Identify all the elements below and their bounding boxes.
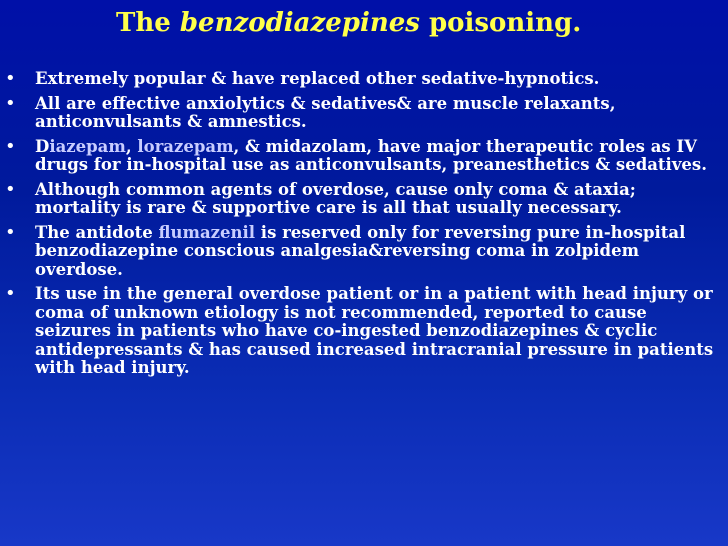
drug-name-flumazenil: flumazenil xyxy=(158,222,256,242)
bullet-item-contraindications xyxy=(0,285,724,378)
bullet-text: All are effective anxiolytics & sedatives& are muscle relaxants, anticonvulsants & amnestics. xyxy=(35,93,616,131)
title-emphasis: benzodiazepines xyxy=(179,8,420,38)
title-prefix: The xyxy=(116,8,180,38)
bullet-item-iv-drugs xyxy=(0,138,724,175)
bullet-item-antidote xyxy=(0,224,724,280)
bullet-separator: , xyxy=(125,136,138,156)
slide-title xyxy=(116,6,581,40)
drug-name-diazepam: iazepam xyxy=(49,136,126,156)
bullet-prefix: D xyxy=(35,136,50,156)
drug-name-lorazepam: lorazepam xyxy=(137,136,234,156)
bullet-list xyxy=(0,70,724,384)
bullet-item-popularity xyxy=(0,70,724,89)
title-suffix: poisoning. xyxy=(419,8,582,38)
bullet-item-effects xyxy=(0,95,724,132)
bullet-item-overdose xyxy=(0,181,724,218)
bullet-prefix: The antidote xyxy=(35,222,159,242)
bullet-text: Although common agents of overdose, cause only coma & ataxia; mortality is rare & supportive care is all that usually necessary. xyxy=(35,179,636,217)
bullet-text: Its use in the general overdose patient or in a patient with head injury or coma of unknown etiology is not recommended, reported to cause seizures in patients who have co-ingested benzodiazepines & cyclic antidepressants & has caused increased intracranial pressure in patients with head injury. xyxy=(35,284,714,377)
bullet-text: is reserved only for reversing pure in-hospital benzodiazepine conscious analgesia&reversing coma in zolpidem overdose. xyxy=(35,222,686,279)
bullet-text: Extremely popular & have replaced other sedative-hypnotics. xyxy=(35,69,600,88)
bullet-text: , & midazolam, have major therapeutic roles as IV drugs for in-hospital use as anticonvulsants, preanesthetics & sedatives. xyxy=(35,136,707,174)
